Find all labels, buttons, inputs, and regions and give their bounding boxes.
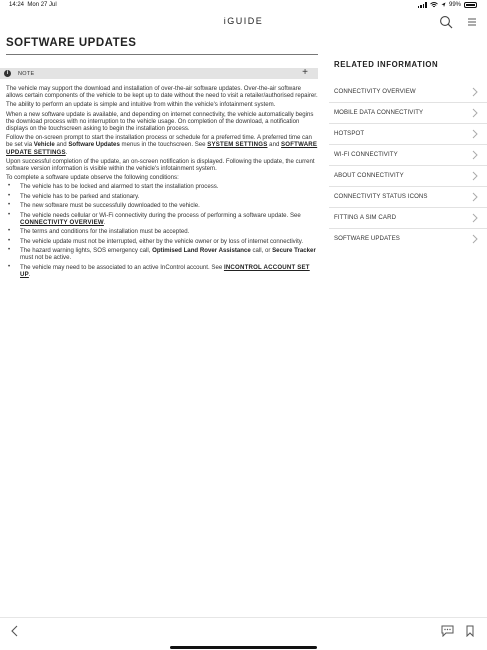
- list-item: • The vehicle needs cellular or Wi-Fi connectivity during the process of performing a software update. See CONNECTIVITY OVERVIEW.: [6, 212, 318, 226]
- list-item: • The terms and conditions for the installation must be accepted.: [6, 228, 318, 235]
- info-icon: i: [4, 70, 11, 77]
- related-item-about-connectivity[interactable]: [329, 166, 487, 187]
- list-item: • The hazard warning lights, SOS emergency call, Optimised Land Rover Assistance call, or Secure Tracker must not be active.: [6, 247, 318, 261]
- bold-term: Optimised Land Rover Assistance: [152, 246, 251, 254]
- chevron-right-icon: [472, 234, 478, 244]
- battery-percent: 99%: [448, 2, 461, 8]
- paragraph: The vehicle may support the download and installation of over-the-air software updates. Over-the-air software allows certain components of the vehicle to be kept up to date without the need to visit a retailer/authorised repairer.: [6, 85, 318, 100]
- related-item-label: ABOUT CONNECTIVITY: [334, 172, 404, 179]
- note-label: NOTE: [18, 70, 35, 77]
- list-item: • The vehicle may need to be associated to an active InControl account. See INCONTROL ACCOUNT SET UP.: [6, 264, 318, 278]
- list-item: • The new software must be successfully downloaded to the vehicle.: [6, 202, 318, 209]
- signal-icon: [418, 2, 427, 8]
- bookmark-icon[interactable]: [465, 625, 475, 637]
- status-time: [9, 2, 57, 8]
- chevron-right-icon: [472, 87, 478, 97]
- paragraph: To complete a software update observe the following conditions:: [6, 174, 179, 182]
- bold-term: Software Updates: [68, 141, 120, 149]
- bold-term: Vehicle: [33, 141, 55, 149]
- related-title: RELATED INFORMATION: [334, 60, 439, 69]
- link-connectivity-overview[interactable]: CONNECTIVITY OVERVIEW: [20, 218, 104, 226]
- article-body: [6, 85, 318, 280]
- home-indicator[interactable]: [170, 646, 317, 649]
- related-item-label: HOTSPOT: [334, 130, 365, 137]
- time-text: 14:24: [9, 2, 25, 8]
- app-title: iGUIDE: [223, 16, 264, 26]
- paragraph: Upon successful completion of the update, an on-screen notification is displayed. Following the update, the current software version information is visible within the vehicle's infotainment system.: [6, 157, 315, 173]
- chevron-right-icon: [472, 213, 478, 223]
- list-item: • The vehicle update must not be interrupted, either by the vehicle owner or by loss of internet connectivity.: [6, 238, 318, 245]
- related-item-label: CONNECTIVITY OVERVIEW: [334, 88, 416, 95]
- wifi-icon: [430, 2, 438, 8]
- related-item-wifi-connectivity[interactable]: [329, 145, 487, 166]
- related-item-label: MOBILE DATA CONNECTIVITY: [334, 109, 424, 116]
- menu-icon[interactable]: [465, 16, 479, 28]
- related-information-panel: [329, 60, 487, 250]
- link-incontrol-account-set-up[interactable]: INCONTROL ACCOUNT SET UP: [20, 263, 310, 278]
- date-text: Mon 27 Jul: [27, 2, 57, 8]
- related-item-hotspot[interactable]: [329, 124, 487, 145]
- page-title: SOFTWARE UPDATES: [6, 37, 318, 55]
- related-item-mobile-data-connectivity[interactable]: [329, 103, 487, 124]
- app-header: [0, 12, 487, 32]
- bold-term: Secure Tracker: [272, 246, 316, 254]
- list-item: • The vehicle has to be parked and stationary.: [6, 193, 318, 200]
- related-item-label: SOFTWARE UPDATES: [334, 235, 400, 242]
- paragraph: When a new software update is available, and depending on internet connectivity, the vehicle automatically begins the download process with no interruption to the vehicle usage. On completion of the download, a notification displays on the touchscreen asking to begin the installation process.: [6, 110, 314, 133]
- chevron-right-icon: [472, 192, 478, 202]
- main-article: [6, 37, 318, 68]
- status-indicators: [418, 2, 477, 8]
- related-item-connectivity-overview[interactable]: [329, 82, 487, 103]
- list-item: • The vehicle has to be locked and alarmed to start the installation process.: [6, 183, 318, 190]
- related-item-fitting-a-sim-card[interactable]: [329, 208, 487, 229]
- related-item-software-updates[interactable]: [329, 229, 487, 250]
- search-icon[interactable]: [439, 15, 453, 29]
- link-software-update-settings[interactable]: SOFTWARE UPDATE SETTINGS: [6, 141, 318, 156]
- location-icon: [441, 2, 446, 8]
- expand-plus-icon[interactable]: +: [302, 67, 308, 78]
- status-bar: [0, 0, 487, 11]
- chevron-right-icon: [472, 129, 478, 139]
- back-arrow-icon[interactable]: [10, 625, 20, 637]
- chevron-right-icon: [472, 150, 478, 160]
- link-system-settings[interactable]: SYSTEM SETTINGS: [207, 141, 268, 149]
- chevron-right-icon: [472, 108, 478, 118]
- related-item-label: CONNECTIVITY STATUS ICONS: [334, 193, 428, 200]
- chevron-right-icon: [472, 171, 478, 181]
- note-toggle[interactable]: [0, 68, 318, 79]
- bottom-toolbar: [0, 617, 487, 650]
- related-item-connectivity-status-icons[interactable]: [329, 187, 487, 208]
- feedback-icon[interactable]: [441, 625, 454, 637]
- conditions-list: [6, 183, 318, 278]
- paragraph: The ability to perform an update is simple and intuitive from within the vehicle's infotainment system.: [6, 101, 276, 109]
- related-item-label: WI-FI CONNECTIVITY: [334, 151, 398, 158]
- battery-icon: [464, 2, 477, 8]
- paragraph: Follow the on-screen prompt to start the installation process or schedule for a preferred time. A preferred time can be set via Vehicle and Software Updates menus in the touchscreen. See SYSTEM SETTINGS and SOFTWARE UPDATE SETTINGS.: [6, 134, 318, 156]
- related-item-label: FITTING A SIM CARD: [334, 214, 397, 221]
